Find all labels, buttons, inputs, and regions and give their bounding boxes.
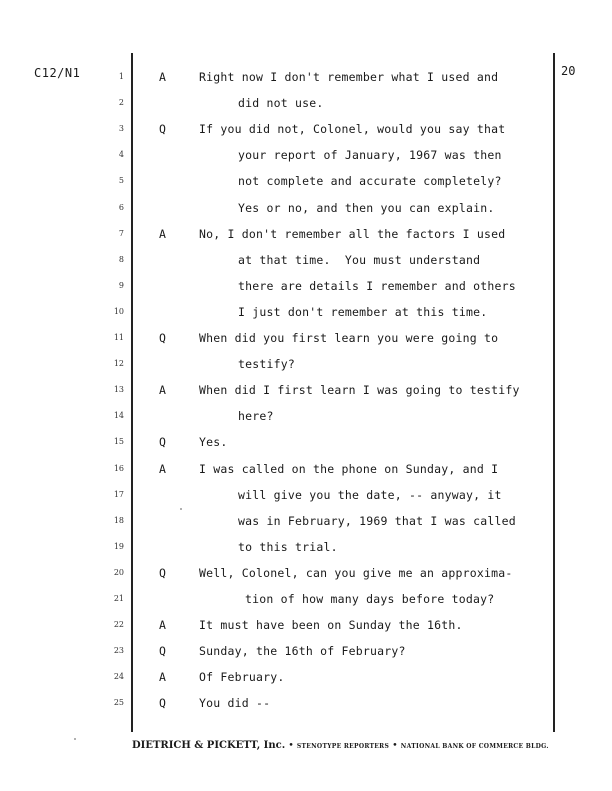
testimony-line: did not use. <box>238 96 324 111</box>
line-number: 12 <box>113 359 124 369</box>
speaker-label: Q <box>159 565 166 580</box>
scan-speck <box>74 738 76 740</box>
footer-firm: DIETRICH & PICKETT, Inc. <box>132 740 286 751</box>
line-number: 3 <box>118 124 124 134</box>
line-number: 25 <box>113 698 124 708</box>
footer-bullet: • <box>392 740 398 751</box>
line-number: 14 <box>113 411 124 421</box>
line-number: 21 <box>113 594 124 603</box>
speaker-label: A <box>159 226 166 241</box>
line-number: 4 <box>118 150 124 160</box>
line-number: 6 <box>118 202 124 212</box>
testimony-line: Yes. <box>199 435 228 450</box>
testimony-line: to this trial. <box>238 539 338 554</box>
line-number: 15 <box>113 437 124 447</box>
testimony-line: here? <box>238 409 274 424</box>
testimony-line: Yes or no, and then you can explain. <box>238 200 495 215</box>
line-number: 20 <box>113 567 124 577</box>
testimony-line: No, I don't remember all the factors I used <box>199 226 506 241</box>
line-number: 5 <box>118 176 124 186</box>
line-number: 19 <box>113 541 124 551</box>
footer <box>132 740 552 751</box>
testimony-line: Right now I don't remember what I used and <box>199 70 499 84</box>
testimony-line: I just don't remember at this time. <box>238 304 488 319</box>
line-number: 17 <box>113 489 124 499</box>
line-number: 18 <box>113 515 124 525</box>
speaker-label: A <box>159 383 166 398</box>
testimony-line: testify? <box>238 357 295 372</box>
speaker-label: Q <box>159 696 166 711</box>
line-number: 10 <box>113 306 124 316</box>
testimony-line: When did you first learn you were going to <box>199 331 499 345</box>
testimony-line: If you did not, Colonel, would you say that <box>199 122 506 137</box>
footer-bullet: • <box>288 740 294 751</box>
footer-service: STENOTYPE REPORTERS <box>296 743 390 750</box>
speaker-label: A <box>159 618 166 633</box>
line-number: 13 <box>113 385 124 395</box>
line-number: 11 <box>113 333 124 342</box>
testimony-line: Well, Colonel, can you give me an approxima- <box>199 565 513 580</box>
line-number: 22 <box>113 620 124 630</box>
page-number: 20 <box>561 64 576 78</box>
line-number: 24 <box>113 672 124 682</box>
testimony-line: your report of January, 1967 was then <box>238 148 502 163</box>
speaker-label: Q <box>159 331 166 345</box>
line-number: 9 <box>118 280 124 290</box>
testimony-line: not complete and accurate completely? <box>238 174 502 189</box>
testimony-line: I was called on the phone on Sunday, and I <box>199 461 499 476</box>
testimony-line: When did I first learn I was going to testify <box>199 383 520 398</box>
testimony-line: You did -- <box>199 696 271 711</box>
scan-speck <box>180 508 182 510</box>
line-number: 2 <box>118 98 124 108</box>
line-number: 1 <box>118 72 124 81</box>
footer-address: NATIONAL BANK OF COMMERCE BLDG. <box>400 743 549 750</box>
testimony-line: It must have been on Sunday the 16th. <box>199 618 463 633</box>
speaker-label: A <box>159 461 166 476</box>
line-number: 16 <box>113 463 124 473</box>
speaker-label: Q <box>159 435 166 450</box>
page-id: C12/N1 <box>34 66 81 80</box>
speaker-label: A <box>159 670 166 685</box>
testimony-line: Of February. <box>199 670 285 685</box>
testimony-line: will give you the date, -- anyway, it <box>238 487 502 502</box>
speaker-label: Q <box>159 644 166 659</box>
speaker-label: Q <box>159 122 166 137</box>
line-number: 23 <box>113 646 124 656</box>
testimony-line: was in February, 1969 that I was called <box>238 513 516 528</box>
testimony-line: tion of how many days before today? <box>245 592 495 606</box>
line-number: 8 <box>118 254 124 264</box>
speaker-label: A <box>159 70 166 84</box>
testimony-line: at that time. You must understand <box>238 252 481 267</box>
testimony-line: there are details I remember and others <box>238 278 516 293</box>
line-number: 7 <box>118 228 124 238</box>
testimony-line: Sunday, the 16th of February? <box>199 644 406 659</box>
